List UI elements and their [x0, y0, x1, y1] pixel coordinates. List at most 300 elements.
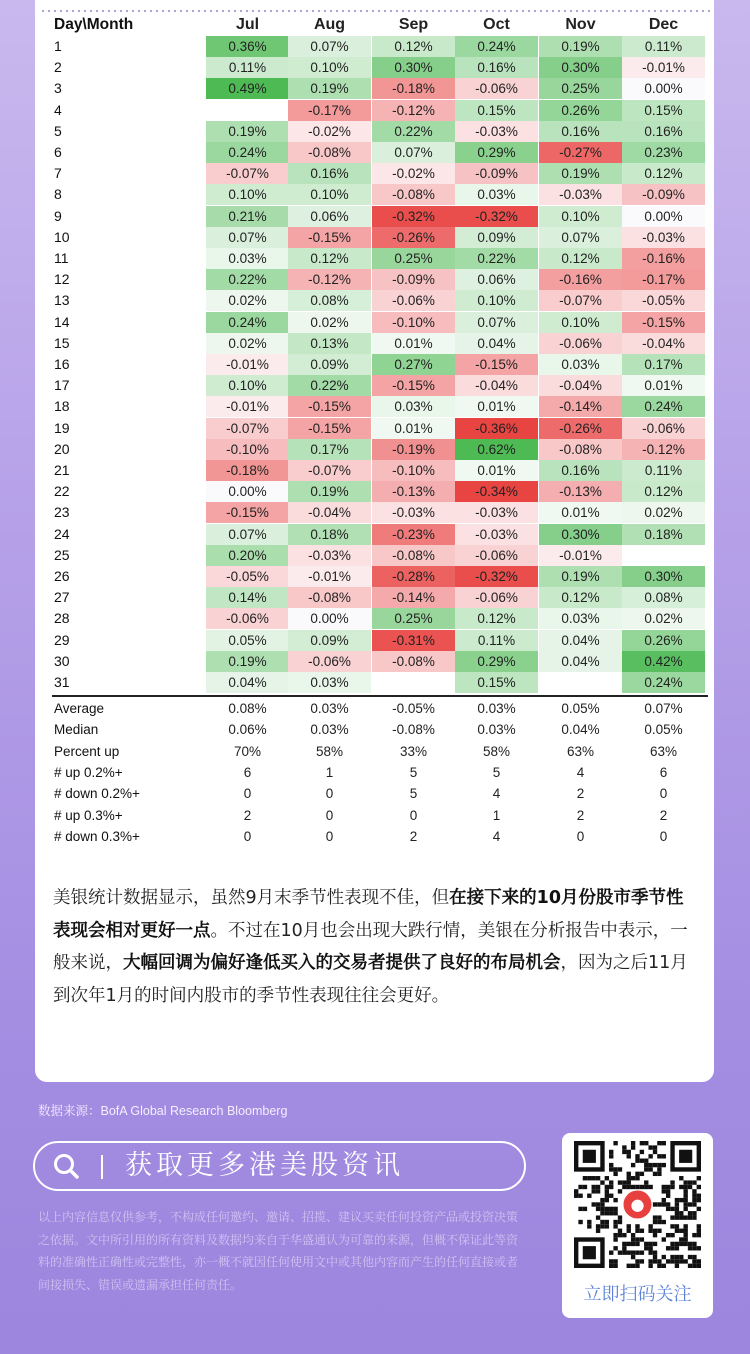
table-row: [52, 78, 708, 99]
heatmap-cell: -0.01%: [288, 566, 371, 587]
heatmap-cell: 0.18%: [288, 524, 371, 545]
table-row: [52, 163, 708, 184]
heatmap-cell: 0.18%: [622, 524, 705, 545]
heatmap-cell: 0.15%: [622, 100, 705, 121]
heatmap-cell: -0.16%: [622, 248, 705, 269]
heatmap-cell: -0.18%: [372, 78, 455, 99]
heatmap-cell: 0.03%: [539, 608, 622, 629]
heatmap-cell: 0.00%: [622, 206, 705, 227]
summary-cell: 70%: [233, 743, 262, 759]
summary-cell: 63%: [566, 743, 595, 759]
heatmap-cell: 0.09%: [288, 354, 371, 375]
day-label: 31: [54, 674, 70, 690]
promo-search-bar[interactable]: [33, 1141, 526, 1191]
heatmap-cell: 0.36%: [206, 36, 289, 57]
heatmap-cell: 0.20%: [206, 545, 289, 566]
month-header-oct: Oct: [483, 16, 510, 33]
heatmap-cell: 0.02%: [622, 608, 705, 629]
article-text: 。不过在10月也会出现大跌行情，美银在分析报告中表示，一般来说，: [53, 920, 688, 973]
heatmap-cell: -0.06%: [206, 608, 289, 629]
heatmap-cell: 0.16%: [288, 163, 371, 184]
heatmap-cell: 0.16%: [539, 460, 622, 481]
heatmap-cell: -0.09%: [372, 269, 455, 290]
month-header-aug: Aug: [313, 16, 346, 33]
heatmap-cell: [622, 545, 705, 566]
heatmap-cell: 0.19%: [539, 36, 622, 57]
summary-row: [52, 805, 708, 826]
day-label: 6: [54, 144, 62, 160]
heatmap-cell: 0.09%: [455, 227, 538, 248]
heatmap-cell: -0.36%: [455, 418, 538, 439]
heatmap-cell: 0.24%: [206, 142, 289, 163]
heatmap-cell: 0.25%: [372, 608, 455, 629]
article-text: 美银统计数据显示，虽然9月末季节性表现不佳，但: [53, 888, 450, 908]
heatmap-cell: 0.22%: [455, 248, 538, 269]
heatmap-cell: 0.03%: [539, 354, 622, 375]
heatmap-cell: 0.07%: [372, 142, 455, 163]
table-row: [52, 269, 708, 290]
summary-cell: 2: [576, 786, 585, 802]
heatmap-cell: 0.11%: [622, 460, 705, 481]
heatmap-cell: -0.10%: [206, 439, 289, 460]
heatmap-cell: 0.49%: [206, 78, 289, 99]
heatmap-cell: 0.15%: [455, 100, 538, 121]
summary-cell: 0: [325, 807, 334, 823]
heatmap-cell: 0.07%: [206, 227, 289, 248]
heatmap-cell: -0.03%: [539, 184, 622, 205]
heatmap-cell: -0.32%: [455, 206, 538, 227]
heatmap-cell: 0.12%: [372, 36, 455, 57]
summary-cell: 0: [409, 807, 418, 823]
heatmap-cell: 0.25%: [372, 248, 455, 269]
table-header-row: [52, 14, 708, 35]
heatmap-cell: 0.19%: [206, 651, 289, 672]
heatmap-cell: 0.01%: [539, 502, 622, 523]
heatmap-cell: -0.06%: [622, 418, 705, 439]
heatmap-cell: -0.03%: [372, 502, 455, 523]
summary-cell: 0.08%: [228, 701, 267, 716]
heatmap-cell: -0.08%: [372, 651, 455, 672]
heatmap-cell: -0.04%: [288, 502, 371, 523]
summary-cell: 33%: [399, 743, 428, 759]
heatmap-cell: 0.10%: [539, 206, 622, 227]
heatmap-cell: -0.08%: [372, 545, 455, 566]
heatmap-cell: -0.07%: [288, 460, 371, 481]
month-header-jul: Jul: [235, 16, 260, 33]
table-row: [52, 545, 708, 566]
heatmap-cell: 0.24%: [455, 36, 538, 57]
summary-cell: 0: [243, 786, 252, 802]
heatmap-cell: -0.32%: [372, 206, 455, 227]
disclaimer-text: 以上内容信息仅供参考，不构成任何邀约、邀请、招揽、建议买卖任何投资产品或投资决策之依据。文中所引用的所有资料及数据均来自于华盛通认为可靠的来源，但概不保证此等资料的准确性正确性或完整性，亦一概不就因任何使用文中或其他内容而产生的任何直接或者间接损失、错误或遗漏承担任何责任。: [38, 1210, 519, 1292]
heatmap-cell: -0.15%: [288, 418, 371, 439]
heatmap-cell: -0.05%: [622, 290, 705, 311]
heatmap-cell: 0.04%: [539, 651, 622, 672]
day-label: 26: [54, 568, 70, 584]
day-label: 29: [54, 631, 70, 648]
heatmap-cell: 0.24%: [622, 672, 705, 693]
promo-search-text: 获取更多港美股资讯: [125, 1150, 404, 1181]
month-header-nov: Nov: [565, 16, 596, 33]
heatmap-cell: -0.07%: [206, 418, 289, 439]
day-label: 1: [54, 38, 62, 54]
heatmap-cell: -0.34%: [455, 481, 538, 502]
heatmap-cell: 0.12%: [455, 608, 538, 629]
heatmap-cell: 0.30%: [622, 566, 705, 587]
heatmap-cell: 0.03%: [206, 248, 289, 269]
heatmap-cell: 0.26%: [539, 100, 622, 121]
day-label: 10: [54, 228, 70, 245]
table-row: [52, 248, 708, 269]
summary-cell: 0.05%: [561, 701, 600, 716]
heatmap-cell: 0.29%: [455, 142, 538, 163]
heatmap-cell: -0.03%: [288, 545, 371, 566]
heatmap-cell: 0.04%: [455, 333, 538, 354]
month-header-sep: Sep: [398, 16, 429, 33]
month-header-dec: Dec: [648, 16, 679, 33]
heatmap-cell: 0.23%: [622, 142, 705, 163]
summary-cell: 4: [492, 828, 501, 844]
table-row: [52, 566, 708, 587]
heatmap-cell: -0.03%: [455, 121, 538, 142]
heatmap-cell: 0.01%: [622, 375, 705, 396]
heatmap-cell: -0.06%: [455, 545, 538, 566]
heatmap-cell: -0.02%: [372, 163, 455, 184]
day-label: 28: [54, 610, 70, 627]
day-label: 24: [54, 525, 70, 542]
heatmap-cell: 0.07%: [206, 524, 289, 545]
search-bar-divider: [101, 1155, 103, 1179]
heatmap-cell: 0.19%: [539, 163, 622, 184]
heatmap-cell: 0.10%: [539, 312, 622, 333]
heatmap-cell: -0.15%: [455, 354, 538, 375]
table-row: [52, 57, 708, 78]
summary-label: Average: [54, 701, 105, 716]
table-row: [52, 630, 708, 651]
heatmap-cell: 0.01%: [455, 460, 538, 481]
day-label: 30: [54, 652, 70, 669]
heatmap-cell: -0.06%: [455, 78, 538, 99]
heatmap-cell: -0.13%: [372, 481, 455, 502]
table-row: [52, 672, 708, 693]
heatmap-cell: 0.10%: [288, 184, 371, 205]
heatmap-cell: -0.06%: [288, 651, 371, 672]
data-source-note: 数据来源：BofA Global Research Bloomberg: [38, 1104, 288, 1118]
table-row: [52, 481, 708, 502]
heatmap-cell: 0.27%: [372, 354, 455, 375]
summary-label: # down 0.2%+: [54, 786, 140, 802]
heatmap-cell: -0.04%: [455, 375, 538, 396]
heatmap-cell: 0.24%: [622, 396, 705, 417]
day-label: 2: [54, 59, 62, 76]
summary-cell: 0: [659, 786, 668, 802]
summary-cell: 58%: [482, 743, 511, 759]
heatmap-cell: 0.11%: [455, 630, 538, 651]
heatmap-cell: 0.19%: [288, 481, 371, 502]
heatmap-cell: 0.19%: [206, 121, 289, 142]
heatmap-cell: [206, 100, 289, 121]
table-row: [52, 227, 708, 248]
summary-cell: 4: [576, 764, 585, 780]
heatmap-cell: -0.03%: [455, 524, 538, 545]
summary-cell: 0.04%: [561, 722, 600, 738]
table-row: [52, 396, 708, 417]
qr-follow-label: 立即扫码关注: [583, 1284, 692, 1305]
heatmap-cell: 0.22%: [288, 375, 371, 396]
heatmap-cell: 0.22%: [206, 269, 289, 290]
heatmap-cell: 0.00%: [622, 78, 705, 99]
heatmap-cell: 0.02%: [206, 333, 289, 354]
heatmap-cell: -0.01%: [622, 57, 705, 78]
heatmap-cell: 0.00%: [288, 608, 371, 629]
day-label: 27: [54, 589, 70, 606]
summary-row: [52, 826, 708, 847]
heatmap-cell: 0.17%: [622, 354, 705, 375]
summary-cell: -0.08%: [392, 722, 435, 738]
heatmap-cell: -0.17%: [622, 269, 705, 290]
table-row: [52, 36, 708, 57]
heatmap-cell: 0.12%: [539, 248, 622, 269]
table-row: [52, 524, 708, 545]
heatmap-cell: -0.03%: [622, 227, 705, 248]
heatmap-cell: -0.01%: [539, 545, 622, 566]
day-label: 15: [54, 334, 70, 351]
heatmap-cell: 0.01%: [372, 333, 455, 354]
day-label: 7: [54, 165, 62, 182]
heatmap-cell: 0.03%: [372, 396, 455, 417]
table-row: [52, 312, 708, 333]
day-label: 14: [54, 313, 70, 330]
heatmap-cell: 0.07%: [288, 36, 371, 57]
article-bold-text: 大幅回调为偏好逢低买入的交易者提供了良好的布局机会: [123, 953, 561, 973]
heatmap-cell: 0.24%: [206, 312, 289, 333]
heatmap-cell: [372, 672, 455, 693]
day-label: 17: [54, 377, 70, 394]
heatmap-cell: -0.01%: [206, 396, 289, 417]
heatmap-cell: 0.21%: [206, 206, 289, 227]
heatmap-cell: 0.16%: [539, 121, 622, 142]
heatmap-cell: 0.12%: [288, 248, 371, 269]
heatmap-cell: -0.08%: [288, 142, 371, 163]
qr-card[interactable]: [562, 1133, 713, 1318]
summary-cell: 0.07%: [644, 701, 683, 716]
table-separator-line: [52, 695, 708, 697]
heatmap-cell: 0.03%: [288, 672, 371, 693]
heatmap-cell: 0.02%: [206, 290, 289, 311]
day-label: 18: [54, 398, 70, 415]
heatmap-cell: -0.12%: [622, 439, 705, 460]
heatmap-cell: 0.26%: [622, 630, 705, 651]
heatmap-cell: 0.14%: [206, 587, 289, 608]
heatmap-cell: 0.12%: [622, 481, 705, 502]
heatmap-cell: -0.08%: [288, 587, 371, 608]
heatmap-cell: -0.15%: [288, 396, 371, 417]
heatmap-cell: -0.15%: [288, 227, 371, 248]
heatmap-cell: -0.15%: [372, 375, 455, 396]
heatmap-cell: -0.13%: [539, 481, 622, 502]
heatmap-cell: 0.06%: [288, 206, 371, 227]
summary-row: [52, 762, 708, 783]
heatmap-cell: -0.07%: [539, 290, 622, 311]
day-label: 8: [54, 186, 62, 203]
summary-cell: 0.03%: [477, 701, 516, 716]
table-row: [52, 206, 708, 227]
heatmap-cell: -0.31%: [372, 630, 455, 651]
heatmap-cell: -0.06%: [539, 333, 622, 354]
table-row: [52, 121, 708, 142]
heatmap-cell: 0.01%: [455, 396, 538, 417]
day-label: 11: [54, 250, 69, 266]
table-row: [52, 142, 708, 163]
summary-label: # up 0.2%+: [54, 764, 123, 780]
summary-cell: 1: [325, 764, 334, 780]
summary-label: Median: [54, 722, 99, 738]
summary-cell: 4: [492, 786, 501, 802]
table-row: [52, 502, 708, 523]
heatmap-cell: 0.16%: [622, 121, 705, 142]
heatmap-cell: 0.11%: [622, 36, 705, 57]
heatmap-cell: -0.14%: [539, 396, 622, 417]
heatmap-cell: -0.03%: [455, 502, 538, 523]
day-label: 13: [54, 292, 70, 309]
heatmap-cell: 0.05%: [206, 630, 289, 651]
heatmap-cell: [539, 672, 622, 693]
heatmap-cell: -0.28%: [372, 566, 455, 587]
heatmap-cell: 0.03%: [455, 184, 538, 205]
heatmap-cell: -0.09%: [455, 163, 538, 184]
heatmap-cell: 0.11%: [206, 57, 289, 78]
heatmap-cell: -0.27%: [539, 142, 622, 163]
heatmap-cell: -0.01%: [206, 354, 289, 375]
heatmap-cell: 0.00%: [206, 481, 289, 502]
heatmap-cell: 0.16%: [455, 57, 538, 78]
heatmap-cell: -0.04%: [622, 333, 705, 354]
heatmap-cell: -0.09%: [622, 184, 705, 205]
table-row: [52, 460, 708, 481]
heatmap-cell: -0.02%: [288, 121, 371, 142]
summary-cell: 1: [492, 807, 501, 823]
heatmap-cell: 0.08%: [622, 587, 705, 608]
summary-label: # up 0.3%+: [54, 807, 123, 823]
article-paragraph: [53, 882, 698, 1012]
heatmap-cell: -0.04%: [539, 375, 622, 396]
dotted-divider: [40, 10, 710, 12]
day-label: 21: [54, 462, 70, 478]
summary-cell: 0.05%: [644, 722, 683, 738]
article-text: ，因为之后11月到次年1月的时间内股市的季节性表现往往会更好。: [53, 953, 688, 1006]
heatmap-cell: 0.29%: [455, 651, 538, 672]
heatmap-cell: 0.17%: [288, 439, 371, 460]
table-row: [52, 100, 708, 121]
heatmap-cell: 0.02%: [288, 312, 371, 333]
heatmap-cell: 0.04%: [539, 630, 622, 651]
heatmap-cell: -0.05%: [206, 566, 289, 587]
heatmap-cell: 0.62%: [455, 439, 538, 460]
summary-cell: 6: [243, 764, 252, 780]
heatmap-cell: -0.26%: [539, 418, 622, 439]
table-row: [52, 608, 708, 629]
day-label: 16: [54, 356, 70, 372]
heatmap-cell: -0.14%: [372, 587, 455, 608]
article-bold-text: 在接下来的10月份股市季节性表现会相对更好一点: [53, 888, 684, 941]
summary-cell: 2: [659, 807, 668, 823]
heatmap-cell: 0.10%: [206, 184, 289, 205]
heatmap-cell: -0.32%: [455, 566, 538, 587]
heatmap-cell: -0.15%: [206, 502, 289, 523]
heatmap-cell: 0.07%: [539, 227, 622, 248]
summary-cell: 2: [576, 807, 585, 823]
heatmap-cell: 0.30%: [539, 57, 622, 78]
day-label: 22: [54, 483, 70, 500]
summary-row: [52, 719, 708, 740]
summary-cell: 58%: [315, 743, 344, 759]
summary-cell: 5: [409, 764, 418, 780]
heatmap-cell: -0.10%: [372, 312, 455, 333]
summary-cell: 2: [243, 807, 252, 823]
heatmap-cell: 0.30%: [539, 524, 622, 545]
summary-row: [52, 741, 708, 762]
heatmap-cell: 0.19%: [539, 566, 622, 587]
heatmap-cell: -0.17%: [288, 100, 371, 121]
heatmap-cell: 0.10%: [206, 375, 289, 396]
heatmap-cell: 0.04%: [206, 672, 289, 693]
heatmap-cell: 0.10%: [288, 57, 371, 78]
heatmap-cell: 0.25%: [539, 78, 622, 99]
day-label: 19: [54, 419, 70, 436]
heatmap-cell: 0.02%: [622, 502, 705, 523]
day-label: 25: [54, 546, 70, 563]
heatmap-cell: -0.06%: [455, 587, 538, 608]
summary-cell: 6: [659, 764, 668, 780]
day-label: 3: [54, 80, 62, 97]
heatmap-cell: -0.08%: [539, 439, 622, 460]
summary-label: Percent up: [54, 743, 120, 759]
summary-cell: 0: [325, 786, 334, 802]
heatmap-cell: -0.07%: [206, 163, 289, 184]
table-row: [52, 418, 708, 439]
heatmap-cell: -0.23%: [372, 524, 455, 545]
heatmap-cell: 0.19%: [288, 78, 371, 99]
heatmap-cell: -0.06%: [372, 290, 455, 311]
heatmap-cell: -0.16%: [539, 269, 622, 290]
table-row: [52, 375, 708, 396]
summary-cell: 0: [325, 828, 334, 844]
heatmap-cell: 0.13%: [288, 333, 371, 354]
heatmap-cell: 0.30%: [372, 57, 455, 78]
summary-row: [52, 698, 708, 719]
summary-cell: 63%: [649, 743, 678, 759]
heatmap-cell: 0.07%: [455, 312, 538, 333]
table-row: [52, 354, 708, 375]
table-row: [52, 184, 708, 205]
summary-cell: 0.03%: [310, 701, 349, 716]
heatmap-cell: 0.42%: [622, 651, 705, 672]
heatmap-cell: 0.12%: [539, 587, 622, 608]
summary-cell: -0.05%: [392, 701, 435, 716]
summary-cell: 0: [576, 828, 585, 844]
table-row: [52, 333, 708, 354]
heatmap-cell: 0.22%: [372, 121, 455, 142]
summary-label: # down 0.3%+: [54, 828, 140, 844]
heatmap-cell: -0.19%: [372, 439, 455, 460]
day-label: 5: [54, 122, 62, 139]
summary-cell: 5: [409, 786, 418, 802]
summary-cell: 0.06%: [228, 722, 267, 738]
table-row: [52, 651, 708, 672]
search-icon: [53, 1153, 79, 1179]
day-label: 12: [54, 271, 70, 288]
summary-cell: 0.03%: [310, 722, 349, 738]
